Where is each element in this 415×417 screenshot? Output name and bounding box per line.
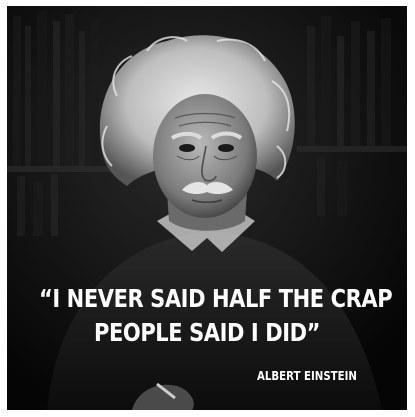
right-eye	[218, 144, 234, 152]
quote-text	[39, 282, 393, 350]
portrait-photo	[7, 6, 407, 410]
quote-line-1: “I NEVER SAID HALF THE CRAP	[39, 284, 393, 313]
face	[153, 94, 257, 218]
quote-line-2: PEOPLE SAID I DID”	[93, 318, 320, 347]
left-eye	[179, 144, 195, 152]
attribution-text: ALBERT EINSTEIN	[257, 369, 357, 383]
